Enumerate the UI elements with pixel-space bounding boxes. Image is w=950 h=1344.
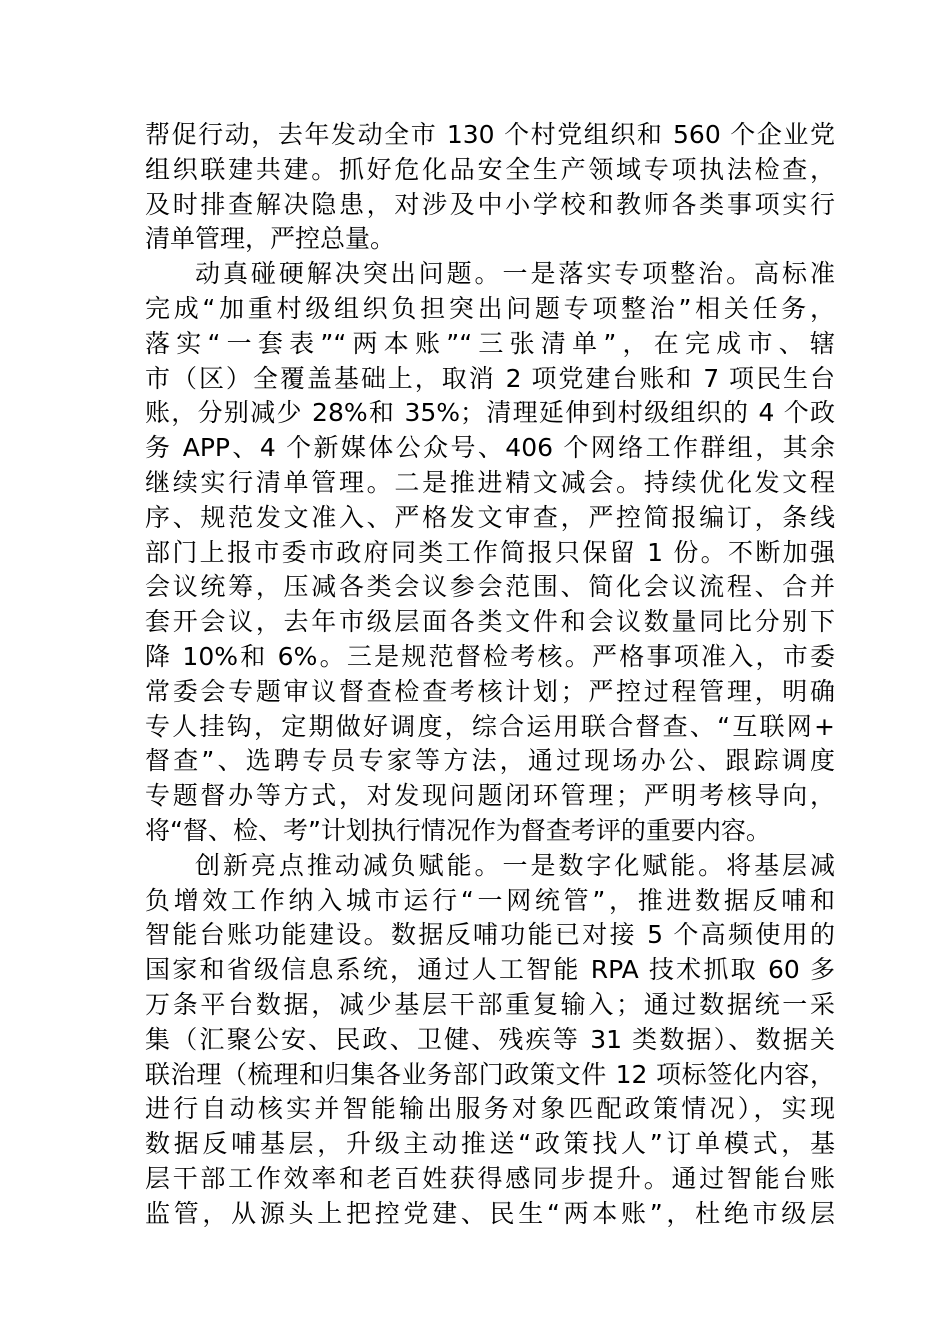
- text-line: 万条平台数据，减少基层干部重复输入；通过数据统一采: [145, 989, 835, 1019]
- text-line: 创新亮点推动减负赋能。一是数字化赋能。将基层减: [195, 850, 835, 880]
- text-line: 动真碰硬解决突出问题。一是落实专项整治。高标准: [195, 259, 835, 289]
- paragraph-1: [145, 118, 835, 257]
- text-line: 及时排查解决隐患，对涉及中小学校和教师各类事项实行: [145, 189, 835, 219]
- paragraph-3: [145, 849, 835, 1232]
- text-line: 进行自动核实并智能输出服务对象匹配政策情况），实现: [145, 1094, 835, 1124]
- text-line: 将“督、检、考”计划执行情况作为督查考评的重要内容。: [145, 815, 771, 845]
- paragraph-2: [145, 257, 835, 849]
- document-body: [145, 118, 835, 1232]
- text-line: 序、规范发文准入、严格发文审查，严控简报编订，条线: [145, 502, 835, 532]
- text-line: 套开会议，去年市级层面各类文件和会议数量同比分别下: [145, 607, 835, 637]
- text-line: 专题督办等方式，对发现问题闭环管理；严明考核导向，: [145, 781, 835, 811]
- text-line: 清单管理，严控总量。: [145, 224, 396, 254]
- text-line: 部门上报市委市政府同类工作简报只保留 1 份。不断加强: [145, 537, 835, 567]
- text-line: 联治理（梳理和归集各业务部门政策文件 12 项标签化内容，: [145, 1059, 835, 1089]
- text-line: 落实“一套表”“两本账”“三张清单”，在完成市、辖: [145, 328, 835, 358]
- text-line: 监管，从源头上把控党建、民生“两本账”，杜绝市级层: [145, 1198, 835, 1228]
- text-line: 账，分别减少 28%和 35%；清理延伸到村级组织的 4 个政: [145, 398, 835, 428]
- text-line: 专人挂钩，定期做好调度，综合运用联合督查、“互联网+: [145, 711, 835, 741]
- text-line: 市（区）全覆盖基础上，取消 2 项党建台账和 7 项民生台: [145, 363, 835, 393]
- text-line: 务 APP、4 个新媒体公众号、406 个网络工作群组，其余: [145, 433, 835, 463]
- text-line: 集（汇聚公安、民政、卫健、残疾等 31 类数据）、数据关: [145, 1024, 835, 1054]
- text-line: 帮促行动，去年发动全市 130 个村党组织和 560 个企业党: [145, 120, 835, 149]
- text-line: 负增效工作纳入城市运行“一网统管”，推进数据反哺和: [145, 885, 835, 915]
- text-line: 智能台账功能建设。数据反哺功能已对接 5 个高频使用的: [145, 920, 835, 950]
- text-line: 常委会专题审议督查检查考核计划；严控过程管理，明确: [145, 676, 835, 706]
- text-line: 督查”、选聘专员专家等方法，通过现场办公、跟踪调度: [145, 746, 835, 776]
- text-line: 层干部工作效率和老百姓获得感同步提升。通过智能台账: [145, 1163, 835, 1193]
- text-line: 国家和省级信息系统，通过人工智能 RPA 技术抓取 60 多: [145, 955, 835, 985]
- text-line: 降 10%和 6%。三是规范督检考核。严格事项准入，市委: [145, 641, 835, 671]
- text-line: 数据反哺基层，升级主动推送“政策找人”订单模式，基: [145, 1129, 835, 1159]
- text-line: 组织联建共建。抓好危化品安全生产领域专项执法检查，: [145, 154, 835, 184]
- text-line: 完成“加重村级组织负担突出问题专项整治”相关任务，: [145, 293, 835, 323]
- text-line: 会议统筹，压减各类会议参会范围、简化会议流程、合并: [145, 572, 835, 602]
- text-line: 继续实行清单管理。二是推进精文减会。持续优化发文程: [145, 467, 835, 497]
